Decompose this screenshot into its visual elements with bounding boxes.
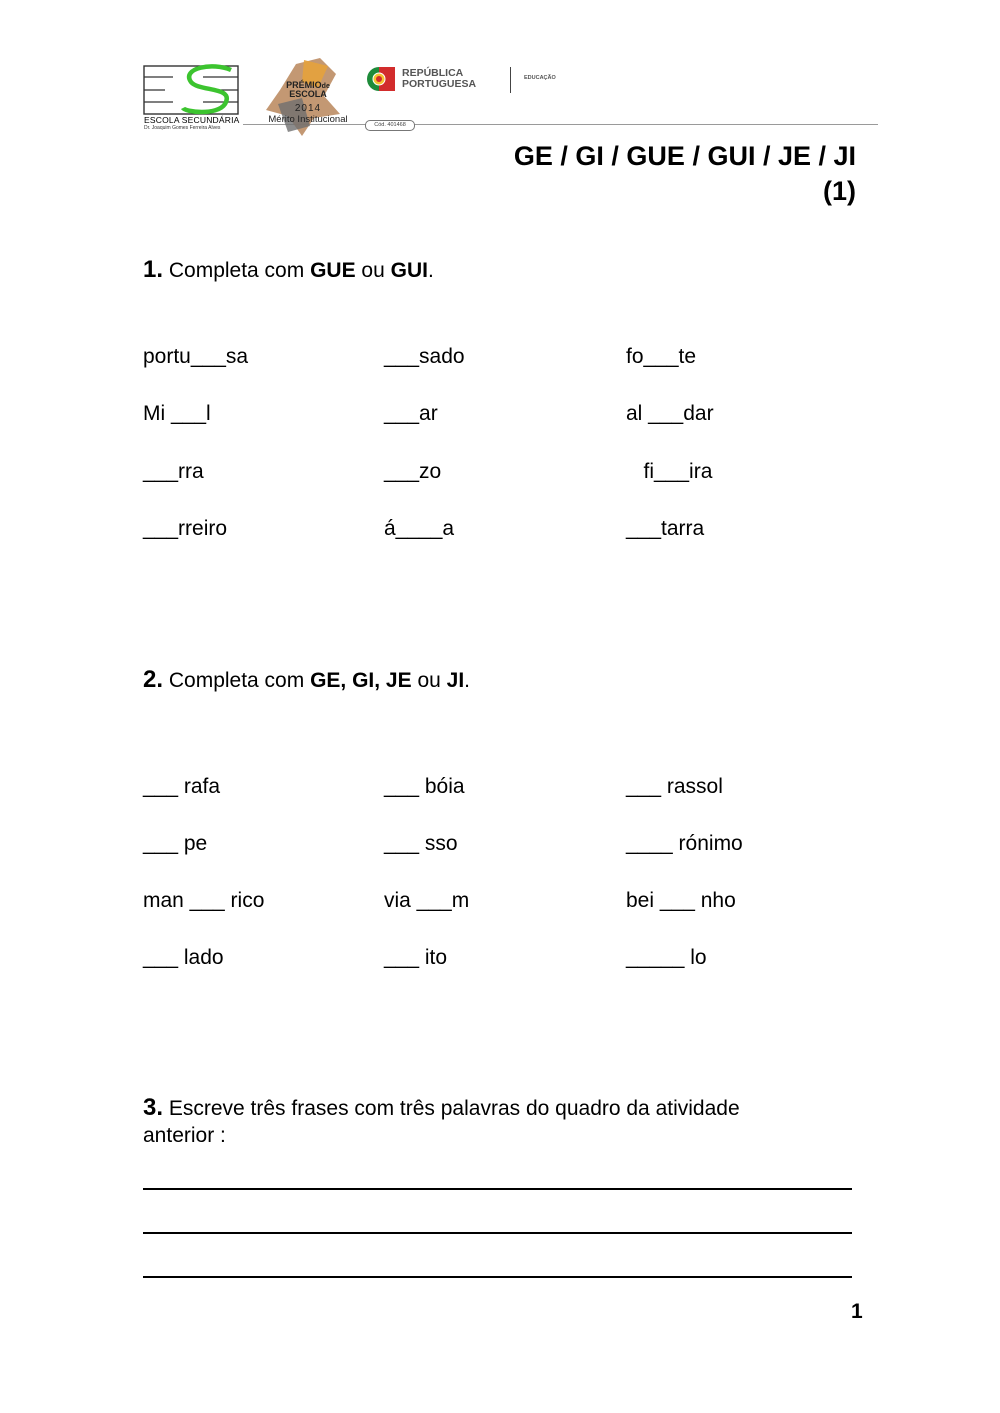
exercise-2-item[interactable]: man ___ rico (143, 889, 265, 912)
republic-name (402, 68, 476, 90)
exercise-1-item[interactable]: ___rreiro (143, 517, 228, 540)
award-title-line2: ESCOLA (289, 89, 327, 99)
exercise-2-item[interactable]: ___ pe (143, 832, 208, 855)
exercise-2-item[interactable]: ___ rafa (143, 775, 221, 798)
answer-line[interactable] (143, 1188, 852, 1190)
republic-line1: REPÚBLICA (402, 67, 464, 79)
section-3-number: 3. (143, 1094, 164, 1121)
school-name: ESCOLA SECUNDÁRIA (144, 115, 240, 125)
exercise-2-item[interactable]: ___ lado (143, 946, 224, 969)
award-logo (258, 56, 358, 138)
exercise-1-item[interactable]: ___ar (384, 402, 438, 425)
award-year: 2014 (294, 103, 322, 114)
section-2-text: Completa com (163, 669, 311, 692)
section-1-number: 1. (143, 256, 164, 283)
answer-line[interactable] (143, 1232, 852, 1234)
exercise-1-item[interactable]: portu___sa (143, 345, 249, 368)
worksheet-title: GE / GI / GUE / GUI / JE / JI (513, 141, 856, 171)
education-label: EDUCAÇÃO (524, 75, 556, 81)
section-1-text: Completa com (163, 259, 311, 282)
exercise-1-item[interactable]: á____a (384, 517, 455, 540)
section-1-text-end: . (427, 259, 434, 282)
section-3-instruction (143, 1094, 843, 1149)
exercise-1-item[interactable]: fi___ira (626, 460, 713, 483)
school-subtitle: Dr. Joaquim Gomes Ferreira Alves (144, 125, 221, 131)
section-2-option-ji: JI (446, 669, 465, 692)
school-code-badge: Cód. 401468 (365, 120, 415, 131)
exercise-2-item[interactable]: _____ lo (626, 946, 707, 969)
exercise-1-item[interactable]: ___zo (384, 460, 442, 483)
section-3-text: Escreve três frases com três palavras do quadro da atividade (163, 1097, 740, 1120)
exercise-1-item[interactable]: al ___dar (626, 402, 714, 425)
worksheet-title-number: (1) (823, 176, 856, 206)
exercise-1-item[interactable]: ___rra (143, 460, 204, 483)
section-1-text-mid: ou (355, 259, 391, 282)
exercise-1-item[interactable]: Mi ___l (143, 402, 211, 425)
section-3-text-line2: anterior : (143, 1124, 226, 1147)
exercise-2-item[interactable]: bei ___ nho (626, 889, 736, 912)
portugal-flag-logo (365, 65, 399, 93)
exercise-2-item[interactable]: ___ sso (384, 832, 458, 855)
award-title-line1: PRÉMIO (286, 80, 322, 90)
section-2-number: 2. (143, 666, 164, 693)
section-1-instruction (143, 256, 434, 284)
award-caption: Mérito Institucional (268, 114, 348, 125)
section-2-text-end: . (464, 669, 471, 692)
exercise-2-item[interactable]: ____ rónimo (626, 832, 743, 855)
exercise-2-item[interactable]: ___ bóia (384, 775, 465, 798)
exercise-2-item[interactable]: ___ rassol (626, 775, 723, 798)
exercise-2-item[interactable]: via ___m (384, 889, 470, 912)
exercise-1-item[interactable]: ___sado (384, 345, 465, 368)
section-1-option-gui: GUI (390, 259, 428, 282)
section-2-text-mid: ou (411, 669, 447, 692)
section-1-option-gue: GUE (310, 259, 356, 282)
page-number: 1 (851, 1300, 863, 1323)
award-title-de: de (321, 83, 330, 90)
exercise-1-item[interactable]: ___tarra (626, 517, 705, 540)
answer-line[interactable] (143, 1276, 852, 1278)
exercise-2-item[interactable]: ___ ito (384, 946, 448, 969)
section-2-instruction (143, 666, 470, 694)
section-2-options: GE, GI, JE (310, 669, 412, 692)
exercise-1-item[interactable]: fo___te (626, 345, 697, 368)
header-separator (510, 67, 511, 93)
republic-line2: PORTUGUESA (402, 78, 477, 90)
